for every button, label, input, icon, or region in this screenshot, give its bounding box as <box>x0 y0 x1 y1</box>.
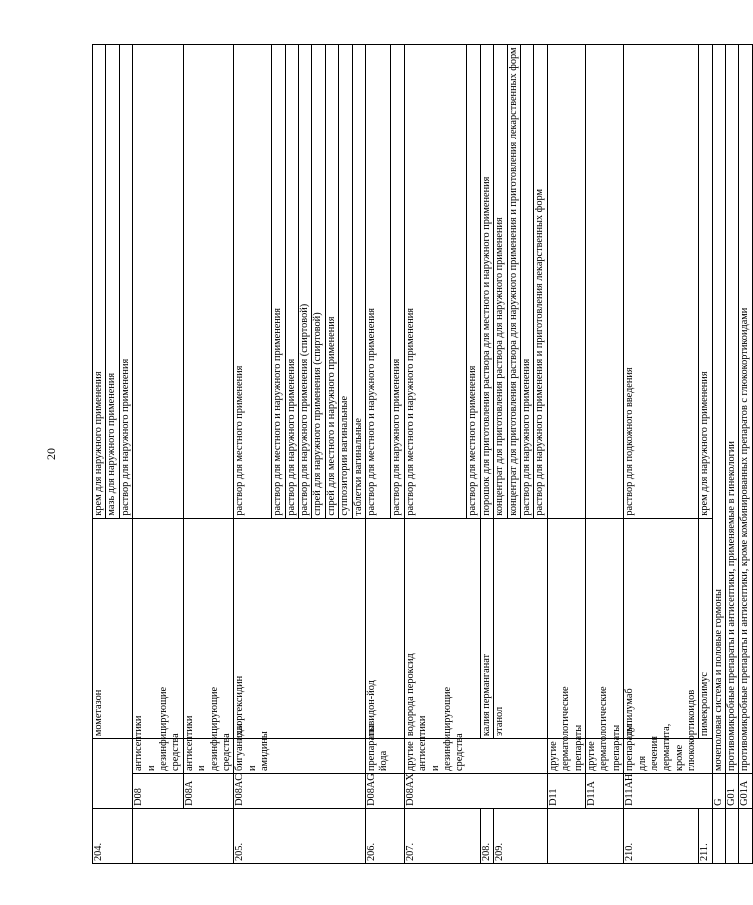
row-number: 205. <box>234 808 272 863</box>
group-description: другие дерматологические препараты <box>585 739 623 774</box>
group-description: антисептики и дезинфицирующие средства <box>133 739 184 774</box>
atc-code: D08 <box>133 774 184 809</box>
atc-code-cell <box>93 739 106 809</box>
dosage-form: мазь для наружного применения <box>106 45 119 519</box>
table-row <box>106 45 119 864</box>
group-description: противомикробные препараты и антисептики, кроме комбинированных препаратов с глюкокортикоидами <box>739 45 752 774</box>
dosage-form: концентрат для приготовления раствора для наружного применения и приготовления лекарственных форм <box>507 45 520 519</box>
group-description: препараты йода <box>366 739 391 774</box>
table-row <box>272 45 285 864</box>
atc-code: D11A <box>585 774 623 809</box>
drug-name: мометазон <box>93 518 106 739</box>
dosage-form: раствор для наружного применения и приготовления лекарственных форм <box>534 45 547 519</box>
table-row <box>119 45 132 864</box>
dosage-form: раствор для наружного применения (спиртовой) <box>299 45 312 519</box>
table-row <box>325 45 338 864</box>
drug-name: водорода пероксид <box>404 518 467 739</box>
table-row <box>467 45 480 864</box>
dosage-form: раствор для наружного применения <box>119 45 132 519</box>
table-row <box>93 45 106 864</box>
table-row <box>339 45 352 864</box>
atc-code: D11AH <box>624 774 699 809</box>
drug-name: повидон-йод <box>366 518 391 739</box>
table-row <box>547 45 585 864</box>
dosage-form: раствор для местного и наружного применения <box>404 45 467 519</box>
rotated-table-sheet <box>92 44 751 864</box>
table-row <box>507 45 520 864</box>
group-description: мочеполовая система и половые гормоны <box>712 45 725 774</box>
dosage-form: спрей для местного и наружного применения <box>325 45 338 519</box>
dosage-form: суппозитории вагинальные <box>339 45 352 519</box>
table-row <box>624 45 699 864</box>
row-number: 206. <box>366 808 391 863</box>
drug-list-table <box>92 44 753 864</box>
row-number: 204. <box>93 808 106 863</box>
table-row <box>133 45 184 864</box>
group-description: противомикробные препараты и антисептики, применяемые в гинекологии <box>725 45 738 774</box>
dosage-form: раствор для местного применения <box>234 45 272 519</box>
group-description: другие дерматологические препараты <box>547 739 585 774</box>
table-row <box>712 45 725 864</box>
dosage-form: крем для наружного применения <box>699 45 712 519</box>
table-row <box>725 45 738 864</box>
row-number: 211. <box>699 808 712 863</box>
atc-code: G01 <box>725 774 738 809</box>
table-row <box>234 45 272 864</box>
table-row <box>391 45 404 864</box>
table-row <box>534 45 547 864</box>
drug-name: этанол <box>494 518 507 739</box>
dosage-form: раствор для наружного применения <box>520 45 533 519</box>
dosage-form: порошок для приготовления раствора для местного и наружного применения <box>480 45 493 519</box>
drug-name: хлоргексидин <box>234 518 272 739</box>
atc-code: D08AX <box>404 774 467 809</box>
table-row <box>299 45 312 864</box>
dosage-form: таблетки вагинальные <box>352 45 365 519</box>
atc-code: G01A <box>739 774 752 809</box>
dosage-form: раствор для местного и наружного применения <box>272 45 285 519</box>
table-row <box>404 45 467 864</box>
table-row <box>520 45 533 864</box>
row-number: 208. <box>480 808 493 863</box>
table-row <box>699 45 712 864</box>
dosage-form: концентрат для приготовления раствора для наружного применения <box>494 45 507 519</box>
table-row <box>183 45 234 864</box>
atc-code: D11 <box>547 774 585 809</box>
page-number: 20 <box>44 448 58 460</box>
row-number: 210. <box>624 808 699 863</box>
atc-code: D08AG <box>366 774 391 809</box>
dosage-form: раствор для подкожного введения <box>624 45 699 519</box>
dosage-form: раствор для наружного применения <box>391 45 404 519</box>
drug-name: калия перманганат <box>480 518 493 739</box>
atc-code: D08A <box>183 774 234 809</box>
group-description: антисептики и дезинфицирующие средства <box>183 739 234 774</box>
dosage-form: спрей для наружного применения (спиртовой) <box>312 45 325 519</box>
dosage-form: раствор для местного применения <box>467 45 480 519</box>
drug-name: дупилумаб <box>624 518 699 739</box>
row-number: 209. <box>494 808 507 863</box>
dosage-form: крем для наружного применения <box>93 45 106 519</box>
dosage-form: раствор для наружного применения <box>285 45 298 519</box>
atc-code: D08AC <box>234 774 272 809</box>
page-content <box>92 44 751 864</box>
drug-name: пимекролимус <box>699 518 712 739</box>
table-row <box>480 45 493 864</box>
table-row <box>312 45 325 864</box>
group-description: бигуаниды и амидины <box>234 739 272 774</box>
table-row <box>352 45 365 864</box>
table-row <box>494 45 507 864</box>
table-row <box>285 45 298 864</box>
row-number: 207. <box>404 808 467 863</box>
dosage-form: раствор для местного и наружного применения <box>366 45 391 519</box>
atc-code: G <box>712 774 725 809</box>
table-row <box>739 45 752 864</box>
table-row <box>366 45 391 864</box>
group-description: препараты для лечения дерматита, кроме глюкокортикоидов <box>624 739 699 774</box>
group-description: другие антисептики и дезинфицирующие средства <box>404 739 467 774</box>
table-row <box>585 45 623 864</box>
